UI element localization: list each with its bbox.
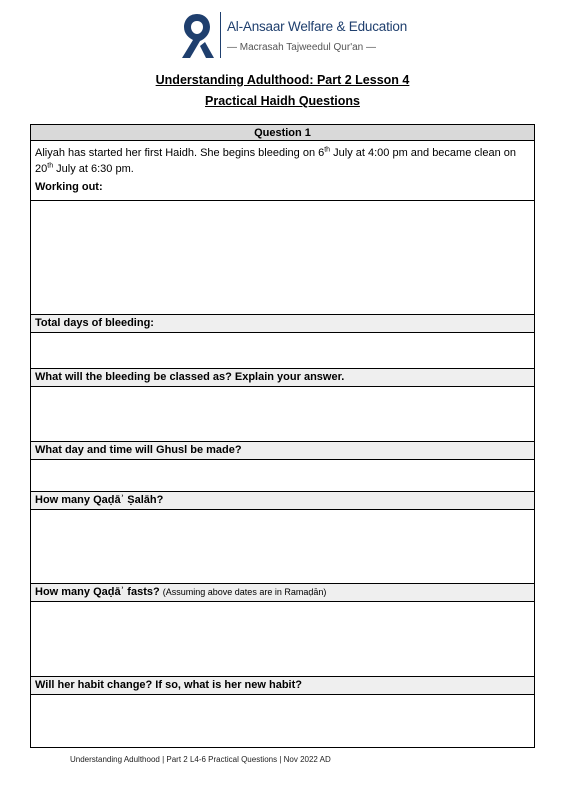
qada-fasts-answer-box[interactable] bbox=[31, 602, 534, 676]
qada-fasts-question: How many Qaḍāʾ fasts? bbox=[35, 586, 160, 598]
ordinal-suffix: th bbox=[47, 162, 54, 170]
qada-salah-answer-box[interactable] bbox=[31, 510, 534, 583]
organisation-logo bbox=[178, 10, 408, 62]
organisation-name: Al-Ansaar Welfare & Education bbox=[227, 19, 408, 34]
ghusl-label: What day and time will Ghusl be made? bbox=[31, 441, 534, 460]
question-heading: Question 1 bbox=[31, 125, 534, 141]
document-title: Understanding Adulthood: Part 2 Lesson 4 bbox=[155, 73, 410, 87]
habit-label: Will her habit change? If so, what is her new habit? bbox=[31, 676, 534, 695]
working-out-label: Working out: bbox=[31, 178, 534, 197]
total-days-label: Total days of bleeding: bbox=[31, 314, 534, 333]
ordinal-suffix: th bbox=[324, 146, 331, 154]
al-ansaar-logo-icon bbox=[178, 12, 216, 60]
ghusl-answer-box[interactable] bbox=[31, 460, 534, 491]
habit-answer-box[interactable] bbox=[31, 695, 534, 746]
logo-divider bbox=[220, 12, 221, 58]
classification-answer-box[interactable] bbox=[31, 387, 534, 441]
document-subtitle: Practical Haidh Questions bbox=[205, 94, 360, 108]
page-footer: Understanding Adulthood | Part 2 L4-6 Practical Questions | Nov 2022 AD bbox=[70, 755, 331, 764]
question-text bbox=[31, 142, 534, 178]
qada-salah-label: How many Qaḍāʾ Ṣalāh? bbox=[31, 491, 534, 510]
total-days-answer-box[interactable] bbox=[31, 333, 534, 368]
question-text-part2: July at 4:00 pm and became clean on 20 bbox=[35, 147, 516, 175]
question-text-part3: July at 6:30 pm. bbox=[53, 163, 134, 175]
classification-label: What will the bleeding be classed as? Explain your answer. bbox=[31, 368, 534, 387]
qada-fasts-label bbox=[31, 583, 534, 602]
organisation-subtitle: — Macrasah Tajweedul Qur'an — bbox=[227, 42, 377, 53]
question-text-part1: Aliyah has started her first Haidh. She begins bleeding on 6 bbox=[35, 147, 325, 159]
working-out-answer-box[interactable] bbox=[31, 200, 534, 314]
question-sheet bbox=[30, 124, 535, 748]
qada-fasts-note: (Assuming above dates are in Ramaḍān) bbox=[162, 587, 327, 597]
